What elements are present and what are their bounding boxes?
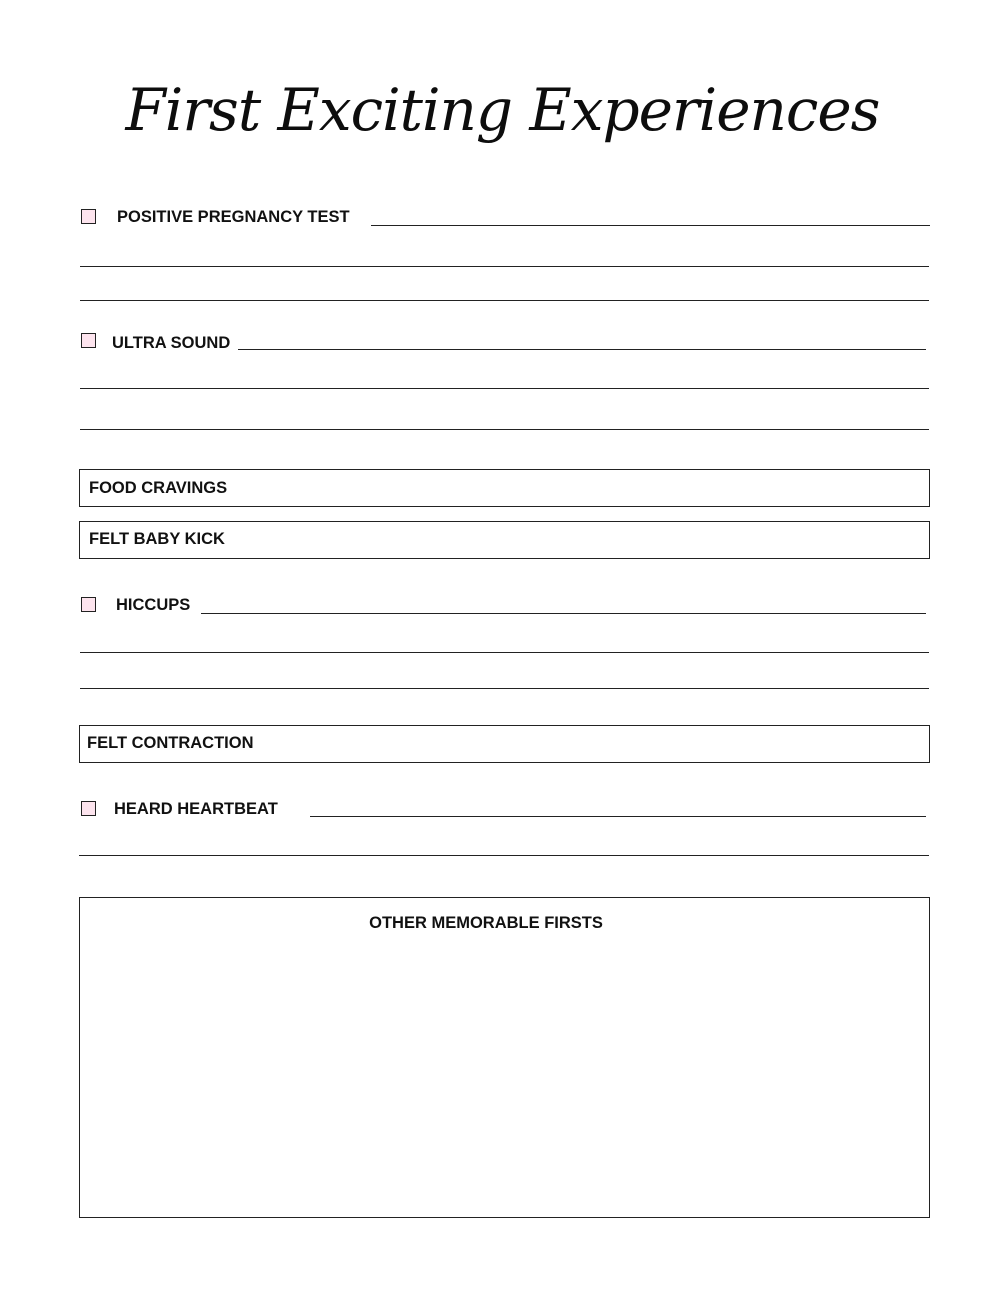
ultra-sound-note-line-1[interactable] [80, 388, 929, 389]
felt-baby-kick-box[interactable] [79, 521, 930, 559]
ultra-sound-checkbox[interactable] [81, 333, 96, 348]
ultra-sound-note-line-2[interactable] [80, 429, 929, 430]
food-cravings-box[interactable] [79, 469, 930, 507]
positive-pregnancy-test-note-line-2[interactable] [80, 300, 929, 301]
other-memorable-firsts-title: OTHER MEMORABLE FIRSTS [369, 914, 603, 932]
heard-heartbeat-label: HEARD HEARTBEAT [114, 800, 278, 818]
hiccups-label: HICCUPS [116, 596, 191, 614]
hiccups-note-line-1[interactable] [80, 652, 929, 653]
other-memorable-firsts-box[interactable] [79, 897, 930, 1218]
positive-pregnancy-test-note-line-1[interactable] [80, 266, 929, 267]
felt-contraction-label: FELT CONTRACTION [87, 734, 254, 752]
positive-pregnancy-test-label: POSITIVE PREGNANCY TEST [117, 208, 350, 226]
page-title: First Exciting Experiences [125, 76, 880, 144]
felt-baby-kick-label: FELT BABY KICK [89, 530, 225, 548]
felt-contraction-box[interactable] [79, 725, 930, 763]
food-cravings-label: FOOD CRAVINGS [89, 479, 228, 497]
hiccups-note-line-2[interactable] [80, 688, 929, 689]
hiccups-line[interactable] [201, 613, 926, 614]
hiccups-checkbox[interactable] [81, 597, 96, 612]
heard-heartbeat-checkbox[interactable] [81, 801, 96, 816]
ultra-sound-label: ULTRA SOUND [112, 334, 231, 352]
positive-pregnancy-test-checkbox[interactable] [81, 209, 96, 224]
heard-heartbeat-line[interactable] [310, 816, 926, 817]
positive-pregnancy-test-line[interactable] [371, 225, 930, 226]
ultra-sound-line[interactable] [238, 349, 926, 350]
heard-heartbeat-note-line[interactable] [79, 855, 929, 856]
